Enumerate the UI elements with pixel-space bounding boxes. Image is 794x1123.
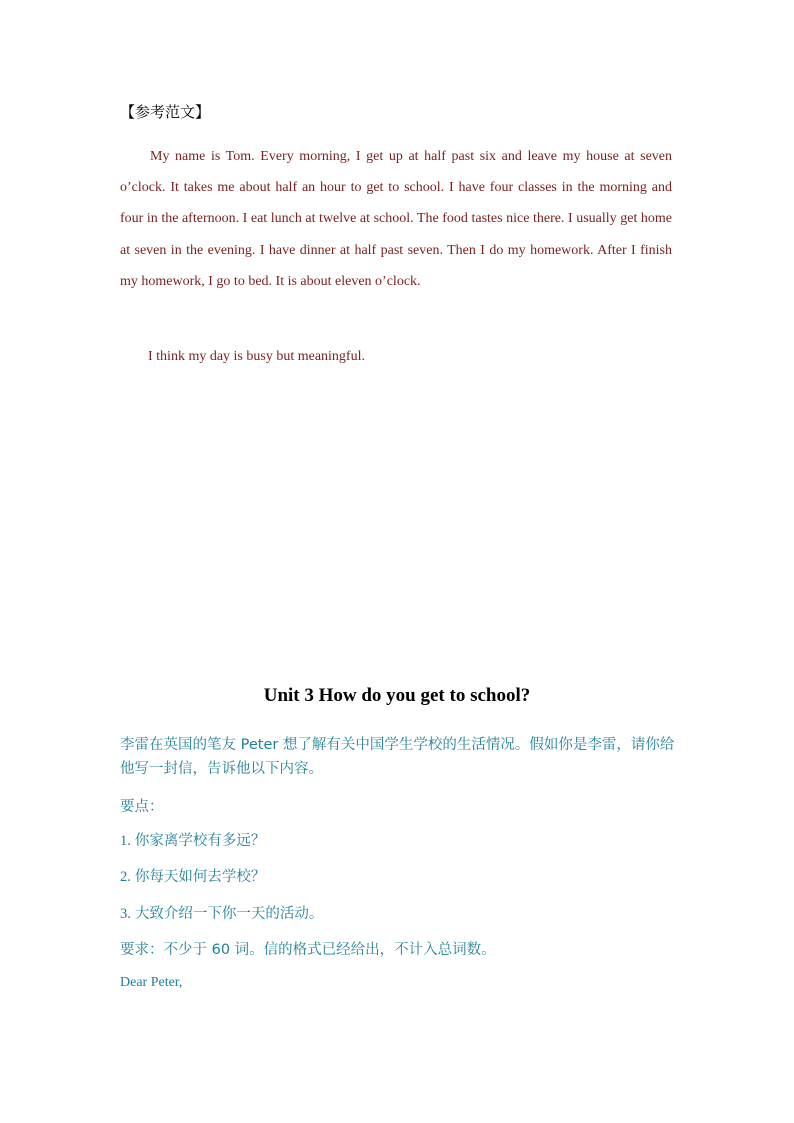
point-number: 2. [120, 869, 131, 885]
point-text: 大致介绍一下你一天的活动。 [134, 906, 324, 922]
point-item-2 [120, 865, 680, 886]
point-text: 你每天如何去学校？ [134, 869, 266, 885]
point-item-3 [120, 902, 680, 923]
reference-heading: 【参考范文】 [120, 103, 211, 121]
reference-paragraph-1-text: My name is Tom. Every morning, I get up at half past six and leave my house at seven o’clock. It takes me about half an hour to get to school. I have four classes in the morning and four in the afternoon. I eat lunch at twelve at school. The food tastes nice there. I usually get home at seven in the evening. I have dinner at half past seven. Then I do my homework. After I finish my homework, I go to bed. It is about eleven o’clock. [120, 149, 672, 289]
point-item-1 [120, 829, 680, 850]
unit-title: Unit 3 How do you get to school? [263, 685, 531, 706]
requirement-text: 要求：不少于 60 词。信的格式已经给出，不计入总词数。 [120, 942, 496, 958]
task-intro: 李雷在英国的笔友 Peter 想了解有关中国学生学校的生活情况。假如你是李雷，请你给他写一封信，告诉他以下内容。 [120, 737, 675, 777]
reference-paragraph-1 [120, 141, 672, 297]
point-number: 3. [120, 906, 131, 922]
point-text: 你家离学校有多远？ [134, 833, 266, 849]
point-number: 1. [120, 833, 131, 849]
points-label: 要点： [120, 799, 164, 815]
letter-salutation: Dear Peter, [120, 975, 183, 990]
reference-paragraph-2: I think my day is busy but meaningful. [148, 349, 365, 364]
